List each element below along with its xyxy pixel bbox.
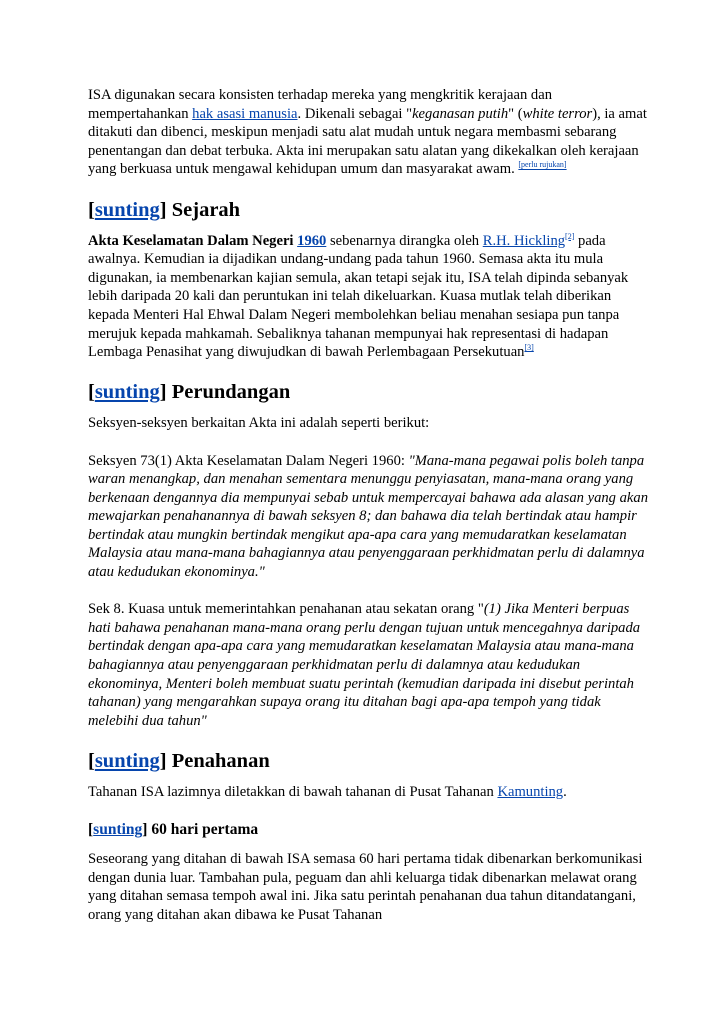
link-rh-hickling[interactable]: R.H. Hickling	[482, 232, 566, 249]
seksyen-8-paragraph	[88, 600, 648, 730]
body-text: Sek 8. Kuasa untuk memerintahkan penahanan atau sekatan orang "	[88, 601, 484, 618]
hari60-paragraph: Seseorang yang ditahan di bawah ISA semasa 60 hari pertama tidak dibenarkan berkomunikasi dengan dunia luar. Tambahan pula, peguam dan ahli keluarga tidak dibenarkan melawat orang yang ditahan semasa tempoh awal ini. Jika satu perintah penahanan dua tahun ditandatangani, orang yang ditahan akan dibawa ke Pusat Tahanan	[88, 851, 643, 923]
edit-link[interactable]: sunting	[93, 821, 143, 839]
intro-text: ISA digunakan secara konsisten terhadap mereka yang mengkritik kerajaan dan mempertahankan	[88, 87, 552, 122]
quote-text: "Mana-mana pegawai polis boleh tanpa waran menangkap, dan menahan sementara menunggu penyiasatan, mana-mana orang yang berkenaan dengannya dia mempunyai sebab untuk mempercayai bahawa ada alasan yang akan mewajarkan penahanannya di bawah seksyen 8; dan bahawa dia telah bertindak atau hampir bertindak atau mungkin bertindak mengikut apa-apa cara yang memudaratkan keselamatan Malaysia atau mana-mana bahagiannya atau penyenggaraan perkhidmatan perlu di dalamnya atau kedudukan ekonominya."	[88, 452, 648, 581]
link-hak-asasi-manusia[interactable]: hak asasi manusia	[192, 105, 298, 122]
bold-text: Akta Keselamatan Dalam Negeri	[88, 232, 298, 249]
link-1960[interactable]: 1960	[297, 232, 327, 249]
body-text: pada awalnya. Kemudian ia dijadikan undang-undang pada tahun 1960. Semasa akta itu mula digunakan, ia membenarkan kajian semula, akan tetapi sejak itu, ISA telah dipinda sebanyak lebih daripada 20 kali dan peruntukan ini telah dikeluarkan. Kuasa mutlak telah diberikan kepada Menteri Hal Ehwal Dalam Negeri membolehkan beliau menahan sesiapa pun tanpa merujuk kepada mahkamah. Sebaliknya tahanan mempunyai hak representasi di hadapan Lembaga Penasihat yang diwujudkan di bawah Perlembagaan Persekutuan	[88, 232, 629, 361]
intro-italic: white terror	[522, 105, 593, 122]
section-title: Sejarah	[171, 198, 241, 221]
intro-italic: keganasan putih	[412, 105, 509, 122]
intro-paragraph	[88, 86, 648, 179]
intro-text: . Dikenali sebagai "	[297, 105, 413, 122]
section-heading-perundangan: [sunting] Perundangan	[88, 381, 291, 404]
seksyen-73-paragraph	[88, 452, 648, 582]
link-kamunting[interactable]: Kamunting	[497, 784, 564, 800]
penahanan-paragraph	[88, 783, 648, 802]
body-text: sebenarnya dirangka oleh	[326, 232, 483, 249]
section-heading-sejarah: [sunting] Sejarah	[88, 198, 241, 221]
body-text: .	[563, 784, 567, 800]
citation-link[interactable]: [2]	[565, 231, 575, 241]
section-heading-penahanan: [sunting] Penahanan	[88, 750, 270, 772]
intro-text: " (	[508, 105, 523, 122]
section-title: Perundangan	[171, 381, 291, 404]
intro-text: ), ia amat ditakuti dan dibenci, meskipun menjadi satu alat mudah untuk negara membasmi sebarang penentangan dan debat terbuka. Akta ini merupakan satu alatan yang dikekalkan oleh kerajaan yang berkuasa untuk mengawal kehidupan umum dan masyarakat awam.	[88, 105, 647, 178]
edit-link[interactable]: sunting	[94, 381, 160, 404]
citation-link[interactable]: [3]	[524, 343, 534, 353]
edit-link[interactable]: sunting	[94, 198, 160, 221]
section-title: 60 hari pertama	[151, 821, 259, 839]
body-text: Seksyen 73(1) Akta Keselamatan Dalam Negeri 1960:	[88, 452, 409, 469]
sejarah-paragraph	[88, 232, 648, 362]
section-title: Penahanan	[171, 750, 270, 772]
subsection-heading-60-hari: [sunting] 60 hari pertama	[88, 821, 259, 839]
edit-link[interactable]: sunting	[94, 750, 160, 772]
body-text: Tahanan ISA lazimnya diletakkan di bawah tahanan di Pusat Tahanan	[88, 784, 498, 800]
article-body	[88, 86, 648, 943]
quote-text: (1) Jika Menteri berpuas hati bahawa penahanan mana-mana orang perlu dengan tujuan untuk mencegahnya daripada bertindak dengan apa-apa cara yang memudaratkan keselamatan Malaysia atau mana-mana bahagiannya atau penyenggaraan perkhidmatan perlu di dalamnya atau kedudukan ekonominya, Menteri boleh membuat suatu perintah (kemudian daripada ini disebut perintah tahanan) yang mengarahkan supaya orang itu ditahan bagi apa-apa tempoh yang tidak melebihi dua tahun"	[88, 601, 641, 729]
citation-needed-link[interactable]: [perlu rujukan]	[518, 160, 567, 170]
perundangan-intro: Seksyen-seksyen berkaitan Akta ini adalah seperti berikut:	[88, 415, 430, 432]
